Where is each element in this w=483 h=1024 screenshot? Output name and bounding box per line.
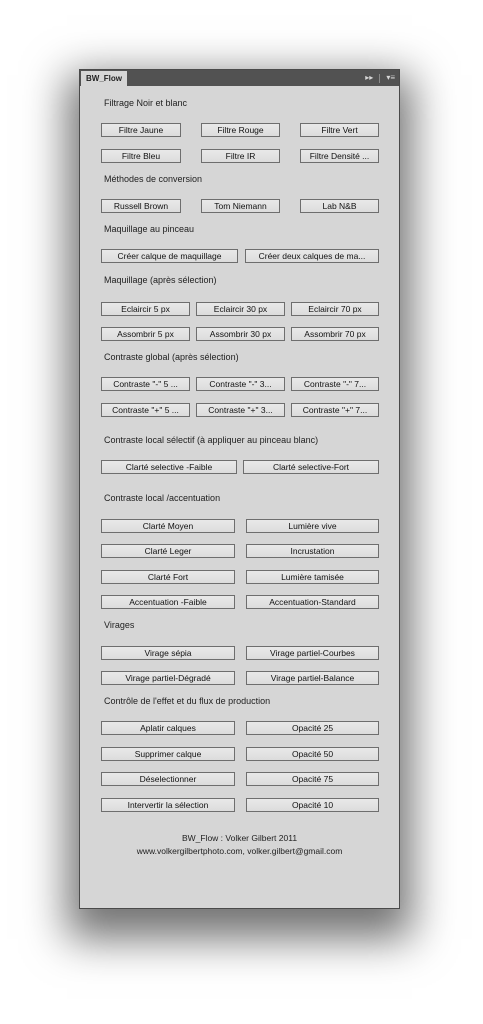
- incrustation-button[interactable]: Incrustation: [246, 544, 379, 558]
- eclaircir-5-button[interactable]: Eclaircir 5 px: [101, 302, 190, 316]
- eclaircir-30-button[interactable]: Eclaircir 30 px: [196, 302, 285, 316]
- section-title-maquillage-selection: Maquillage (après sélection): [104, 275, 217, 285]
- section-title-virages: Virages: [104, 620, 135, 630]
- filtre-rouge-button[interactable]: Filtre Rouge: [201, 123, 280, 137]
- filtre-ir-button[interactable]: Filtre IR: [201, 149, 280, 163]
- opacite-75-button[interactable]: Opacité 75: [246, 772, 379, 786]
- footer-contact: www.volkergilbertphoto.com, volker.gilbert@gmail.com: [136, 846, 343, 856]
- tom-niemann-button[interactable]: Tom Niemann: [201, 199, 280, 213]
- opacite-25-button[interactable]: Opacité 25: [246, 721, 379, 735]
- section-title-controle: Contrôle de l'effet et du flux de production: [104, 696, 271, 706]
- contraste-plus-70-button[interactable]: Contraste "+" 7...: [291, 403, 379, 417]
- titlebar-separator: [379, 74, 380, 83]
- filtre-vert-button[interactable]: Filtre Vert: [300, 123, 379, 137]
- opacite-50-button[interactable]: Opacité 50: [246, 747, 379, 761]
- section-title-methodes: Méthodes de conversion: [104, 174, 203, 184]
- virage-partiel-degrade-button[interactable]: Virage partiel-Dégradé: [101, 671, 235, 685]
- accentuation-faible-button[interactable]: Accentuation -Faible: [101, 595, 235, 609]
- lumiere-vive-button[interactable]: Lumière vive: [246, 519, 379, 533]
- contraste-moins-30-button[interactable]: Contraste "-" 3...: [196, 377, 285, 391]
- section-title-maquillage-pinceau: Maquillage au pinceau: [104, 224, 195, 234]
- assombrir-70-button[interactable]: Assombrir 70 px: [291, 327, 379, 341]
- deselectionner-button[interactable]: Déselectionner: [101, 772, 235, 786]
- contraste-plus-30-button[interactable]: Contraste "+" 3...: [196, 403, 285, 417]
- opacite-10-button[interactable]: Opacité 10: [246, 798, 379, 812]
- section-title-contraste-local: Contraste local /accentuation: [104, 493, 221, 503]
- lumiere-tamisee-button[interactable]: Lumière tamisée: [246, 570, 379, 584]
- bw-flow-panel: [79, 69, 400, 909]
- clarte-fort-button[interactable]: Clarté Fort: [101, 570, 235, 584]
- panel-titlebar: [80, 70, 399, 86]
- clarte-moyen-button[interactable]: Clarté Moyen: [101, 519, 235, 533]
- section-title-contraste-global: Contraste global (après sélection): [104, 352, 239, 362]
- creer-deux-calques-button[interactable]: Créer deux calques de ma...: [245, 249, 379, 263]
- section-title-filtrage: Filtrage Noir et blanc: [104, 98, 188, 108]
- panel-menu-icon[interactable]: ▾≡: [386, 73, 395, 82]
- virage-sepia-button[interactable]: Virage sépia: [101, 646, 235, 660]
- russell-brown-button[interactable]: Russell Brown: [101, 199, 181, 213]
- section-title-contraste-local-selectif: Contraste local sélectif (à appliquer au pinceau blanc): [104, 435, 319, 445]
- intervertir-selection-button[interactable]: Intervertir la sélection: [101, 798, 235, 812]
- creer-calque-maquillage-button[interactable]: Créer calque de maquillage: [101, 249, 238, 263]
- eclaircir-70-button[interactable]: Eclaircir 70 px: [291, 302, 379, 316]
- collapse-icon[interactable]: ▸▸: [365, 73, 374, 82]
- aplatir-calques-button[interactable]: Aplatir calques: [101, 721, 235, 735]
- supprimer-calque-button[interactable]: Supprimer calque: [101, 747, 235, 761]
- filtre-densite-button[interactable]: Filtre Densité ...: [300, 149, 379, 163]
- clarte-leger-button[interactable]: Clarté Leger: [101, 544, 235, 558]
- footer-credit: BW_Flow : Volker Gilbert 2011: [181, 833, 298, 843]
- clarte-selective-faible-button[interactable]: Clarté selective -Faible: [101, 460, 237, 474]
- clarte-selective-fort-button[interactable]: Clarté selective-Fort: [243, 460, 379, 474]
- titlebar-controls: [365, 71, 395, 85]
- virage-partiel-balance-button[interactable]: Virage partiel-Balance: [246, 671, 379, 685]
- panel-tab[interactable]: BW_Flow: [81, 71, 127, 86]
- assombrir-30-button[interactable]: Assombrir 30 px: [196, 327, 285, 341]
- accentuation-standard-button[interactable]: Accentuation-Standard: [246, 595, 379, 609]
- contraste-moins-5-button[interactable]: Contraste "-" 5 ...: [101, 377, 190, 391]
- virage-partiel-courbes-button[interactable]: Virage partiel-Courbes: [246, 646, 379, 660]
- contraste-plus-5-button[interactable]: Contraste "+" 5 ...: [101, 403, 190, 417]
- filtre-jaune-button[interactable]: Filtre Jaune: [101, 123, 181, 137]
- contraste-moins-70-button[interactable]: Contraste "-" 7...: [291, 377, 379, 391]
- filtre-bleu-button[interactable]: Filtre Bleu: [101, 149, 181, 163]
- assombrir-5-button[interactable]: Assombrir 5 px: [101, 327, 190, 341]
- lab-nb-button[interactable]: Lab N&B: [300, 199, 379, 213]
